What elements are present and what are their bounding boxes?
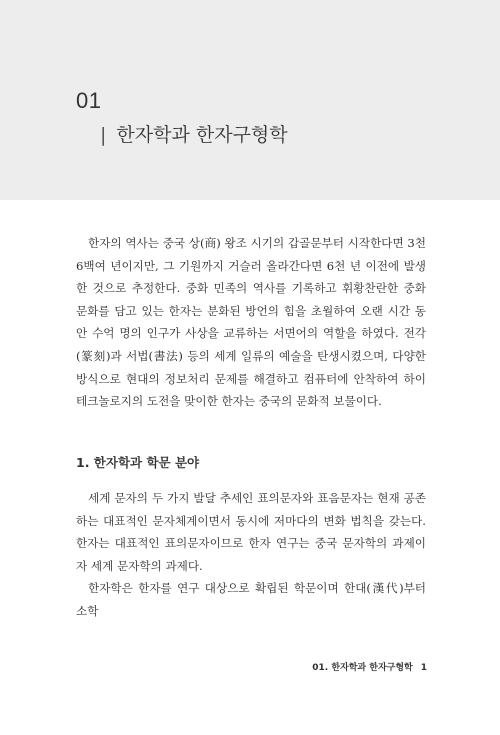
chapter-number: 01 — [76, 88, 102, 113]
running-title: 01. 한자학과 한자구형학 — [312, 663, 413, 673]
section-text — [76, 487, 426, 623]
paragraph: 세계 문자의 두 가지 발달 추세인 표의문자와 표음문자는 현재 공존하는 대표적인 문자체계이면서 동시에 저마다의 변화 법칙을 갖는다. 한자는 대표적인 표의문자이므로 한자 연구는 중국 문자학의 과제이자 세계 문자학의 과제다. — [76, 491, 426, 573]
paragraph: 한자학은 한자를 연구 대상으로 확립된 학문이며 한대(漢代)부터 소학 — [76, 581, 426, 618]
section-heading: 1. 한자학과 학문 분야 — [76, 455, 200, 470]
title-bar-mark: | — [100, 124, 107, 146]
chapter-header — [0, 0, 500, 200]
intro-text — [76, 232, 426, 413]
chapter-title-row — [100, 120, 288, 147]
page-number: 1 — [420, 663, 427, 673]
page-footer — [312, 660, 427, 673]
paragraph: 한자의 역사는 중국 상(商) 왕조 시기의 갑골문부터 시작한다면 3천 6백여 년이지만, 그 기원까지 거슬러 올라간다면 6천 년 이전에 발생한 것으로 추정한다. 중화 민족의 역사를 기록하고 휘황찬란한 중화 문화를 담고 있는 한자는 분화된 방언의 힘을 초월하여 오랜 시간 동안 수억 명의 인구가 사상을 교류하는 서면어의 역할을 하였다. 전각(篆刻)과 서법(書法) 등의 세계 일류의 예술을 탄생시켰으며, 다양한 방식으로 현대의 정보처리 문제를 해결하고 컴퓨터에 안착하여 하이테크놀로지의 도전을 맞이한 한자는 중국의 문화적 보물이다. — [76, 236, 426, 409]
chapter-title: 한자학과 한자구형학 — [116, 124, 288, 146]
